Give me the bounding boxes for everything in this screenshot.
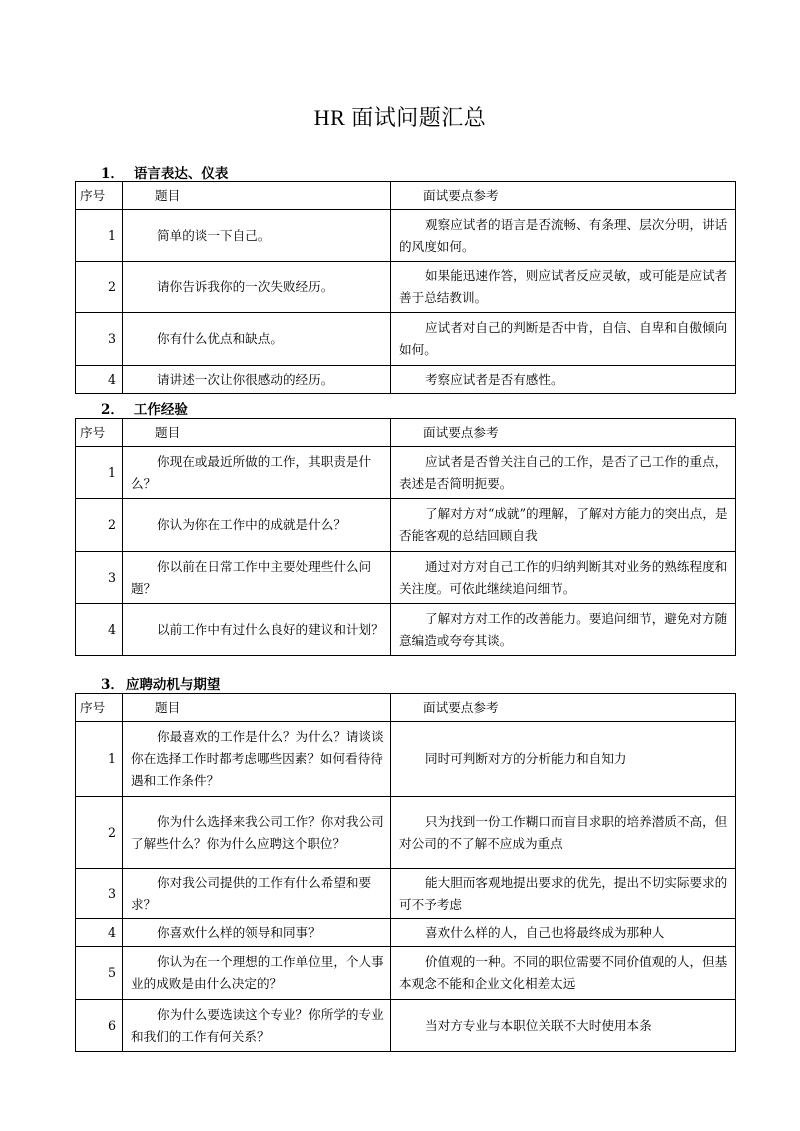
- table-row: [76, 313, 736, 366]
- row-question: 你为什么选择来我公司工作？你对我公司了解些什么？你为什么应聘这个职位？: [123, 797, 391, 869]
- section-number: 3．: [101, 677, 124, 693]
- header-points: 面试要点参考: [391, 419, 736, 447]
- table-row: [76, 210, 736, 262]
- row-no: 2: [76, 499, 123, 552]
- row-question: 你最喜欢的工作是什么？为什么？请谈谈你在选择工作时都考虑哪些因素？如何看待待遇和工作条件？: [123, 722, 391, 797]
- section-title: 语言表达、仪表: [133, 166, 229, 182]
- row-points: 通过对方对自己工作的归纳判断其对业务的熟练程度和关注度。可依此继续追问细节。: [391, 552, 736, 604]
- header-no: 序号: [76, 694, 123, 722]
- table-header-row: [76, 182, 736, 210]
- table-experience: [75, 418, 736, 656]
- table-row: [76, 366, 736, 394]
- section-number: 1．: [101, 166, 124, 182]
- header-question: 题目: [123, 419, 391, 447]
- row-points: 价值观的一种。不同的职位需要不同价值观的人，但基本观念不能和企业文化相差太远: [391, 947, 736, 1000]
- row-points: 当对方专业与本职位关联不大时使用本条: [391, 1000, 736, 1052]
- section-heading-1: [101, 162, 228, 182]
- row-no: 2: [76, 797, 123, 869]
- header-points: 面试要点参考: [391, 182, 736, 210]
- row-no: 1: [76, 210, 123, 262]
- row-no: 5: [76, 947, 123, 1000]
- row-question: 以前工作中有过什么良好的建议和计划？: [123, 604, 391, 656]
- table-row: [76, 947, 736, 1000]
- section-number: 2．: [101, 402, 124, 418]
- row-no: 4: [76, 366, 123, 394]
- table-row: [76, 447, 736, 499]
- table-language: [75, 181, 736, 394]
- row-points: 喜欢什么样的人，自己也将最终成为那种人: [391, 919, 736, 947]
- row-question: 你以前在日常工作中主要处理些什么问题？: [123, 552, 391, 604]
- table-row: [76, 499, 736, 552]
- row-no: 3: [76, 552, 123, 604]
- row-points: 观察应试者的语言是否流畅、有条理、层次分明，讲话的风度如何。: [391, 210, 736, 262]
- table-row: [76, 722, 736, 797]
- row-points: 应试者对自己的判断是否中肯，自信、自卑和自傲倾向如何。: [391, 313, 736, 366]
- row-points: 了解对方对“成就”的理解，了解对方能力的突出点，是否能客观的总结回顾自我: [391, 499, 736, 552]
- row-question: 你对我公司提供的工作有什么希望和要求？: [123, 869, 391, 919]
- table-row: [76, 1000, 736, 1052]
- section-heading-2: [101, 398, 188, 418]
- table-row: [76, 552, 736, 604]
- row-no: 3: [76, 313, 123, 366]
- header-no: 序号: [76, 182, 123, 210]
- page-title: HR 面试问题汇总: [313, 105, 487, 130]
- header-question: 题目: [123, 182, 391, 210]
- row-no: 1: [76, 447, 123, 499]
- header-question: 题目: [123, 694, 391, 722]
- row-question: 你喜欢什么样的领导和同事？: [123, 919, 391, 947]
- header-points: 面试要点参考: [391, 694, 736, 722]
- row-no: 3: [76, 869, 123, 919]
- section-heading-3: [101, 673, 220, 693]
- table-row: [76, 604, 736, 656]
- row-question: 请你告诉我你的一次失败经历。: [123, 262, 391, 313]
- table-row: [76, 869, 736, 919]
- row-points: 如果能迅速作答，则应试者反应灵敏，或可能是应试者善于总结教训。: [391, 262, 736, 313]
- section-title: 工作经验: [133, 402, 188, 418]
- row-points: 能大胆而客观地提出要求的优先，提出不切实际要求的可不予考虑: [391, 869, 736, 919]
- table-header-row: [76, 419, 736, 447]
- row-question: 简单的谈一下自己。: [123, 210, 391, 262]
- row-points: 考察应试者是否有感性。: [391, 366, 736, 394]
- table-row: [76, 919, 736, 947]
- row-question: 你认为在一个理想的工作单位里，个人事业的成败是由什么决定的？: [123, 947, 391, 1000]
- table-header-row: [76, 694, 736, 722]
- row-question: 你认为你在工作中的成就是什么？: [123, 499, 391, 552]
- row-question: 你为什么要选读这个专业？你所学的专业和我们的工作有何关系？: [123, 1000, 391, 1052]
- row-question: 你现在或最近所做的工作，其职责是什么？: [123, 447, 391, 499]
- row-points: 应试者是否曾关注自己的工作，是否了己工作的重点，表述是否简明扼要。: [391, 447, 736, 499]
- row-no: 6: [76, 1000, 123, 1052]
- row-no: 4: [76, 604, 123, 656]
- table-motivation: [75, 693, 736, 1052]
- row-points: 只为找到一份工作糊口而盲目求职的培养潜质不高，但对公司的不了解不应成为重点: [391, 797, 736, 869]
- row-no: 2: [76, 262, 123, 313]
- table-row: [76, 262, 736, 313]
- row-question: 你有什么优点和缺点。: [123, 313, 391, 366]
- row-no: 4: [76, 919, 123, 947]
- section-title: 应聘动机与期望: [125, 677, 221, 693]
- row-question: 请讲述一次让你很感动的经历。: [123, 366, 391, 394]
- row-points: 了解对方对工作的改善能力。要追问细节，避免对方随意编造或夸夸其谈。: [391, 604, 736, 656]
- table-row: [76, 797, 736, 869]
- header-no: 序号: [76, 419, 123, 447]
- row-points: 同时可判断对方的分析能力和自知力: [391, 722, 736, 797]
- row-no: 1: [76, 722, 123, 797]
